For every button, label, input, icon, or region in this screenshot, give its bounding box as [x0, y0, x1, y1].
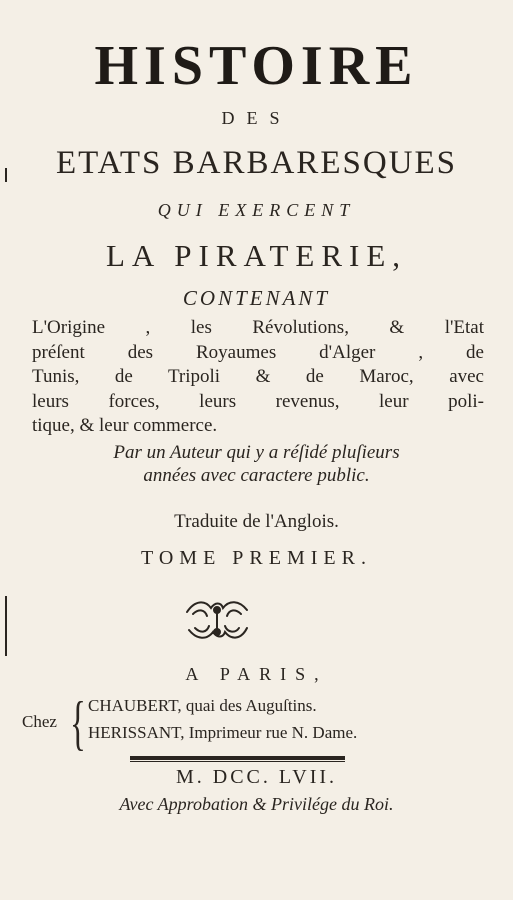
description-block — [32, 316, 484, 439]
title-qui-exercent: QUI EXERCENT — [157, 200, 356, 220]
chez-label: Chez — [22, 712, 57, 731]
title-piraterie: LA PIRATERIE, — [105, 238, 408, 273]
description-line: leurs forces, leurs revenus, leur poli- — [32, 390, 484, 412]
volume-label: TOME PREMIER. — [141, 547, 372, 569]
description-line: Tunis, de Tripoli & de Maroc, avec — [32, 366, 484, 387]
main-title: HISTOIRE — [94, 35, 419, 97]
description-line: L'Origine , les Révolutions, & l'Etat — [32, 317, 484, 338]
publisher-1: CHAUBERT, quai des Auguſtins. — [88, 696, 317, 715]
description-line: tique, & leur commerce. — [32, 415, 218, 436]
title-etats-barbaresques: ETATS BARBARESQUES — [56, 145, 457, 181]
author-line-2: années avec caractere public. — [143, 465, 370, 486]
contenant-heading: CONTENANT — [182, 286, 331, 310]
brace-icon: { — [70, 690, 86, 756]
fleuron-ornament-icon — [177, 594, 257, 646]
divider-rule — [130, 756, 345, 760]
description-line: préſent des Royaumes d'Alger , de — [32, 341, 484, 363]
publication-date: M. DCC. LVII. — [175, 766, 338, 788]
translation-note: Traduite de l'Anglois. — [174, 511, 339, 532]
divider-rule-thin — [130, 761, 345, 762]
title-des: DES — [221, 108, 292, 128]
author-line-1: Par un Auteur qui y a réſidé pluſieurs — [113, 442, 400, 463]
approbation-line: Avec Approbation & Privilége du Roi. — [119, 794, 394, 814]
imprint-city: A PARIS, — [185, 664, 328, 684]
publisher-2: HERISSANT, Imprimeur rue N. Dame. — [88, 723, 358, 742]
page-edge-mark — [5, 596, 7, 656]
